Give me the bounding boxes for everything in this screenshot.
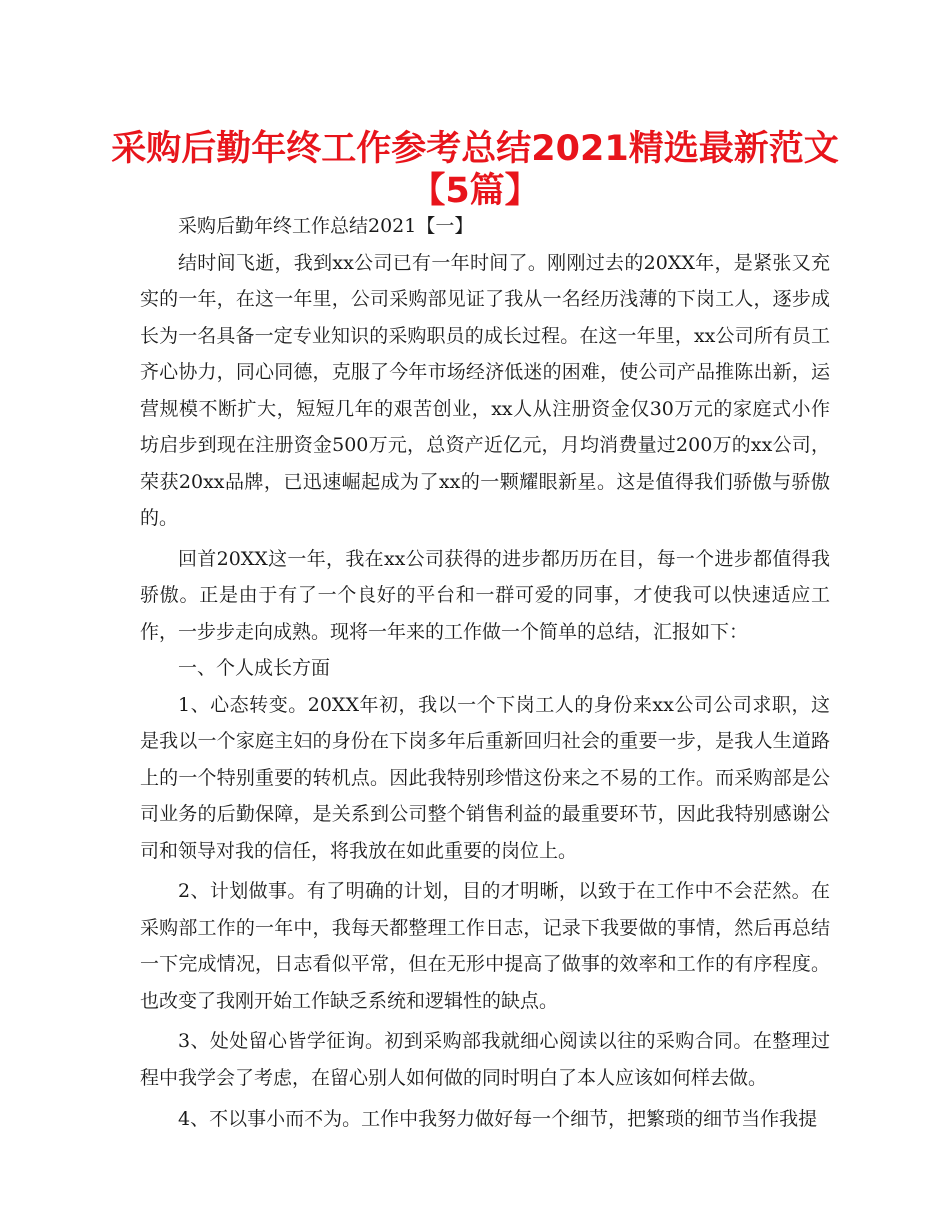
section-subtitle: 采购后勤年终工作总结2021【一】 xyxy=(178,215,474,237)
paragraph: 2、计划做事。有了明确的计划，目的才明晰，以致于在工作中不会茫然。在采购部工作的一年中，我每天都整理工作日志，记录下我要做的事情，然后再总结一下完成情况，日志看似平常，但在无形中提高了做事的效率和工作的有序程度。也改变了我刚开始工作缺乏系统和逻辑性的缺点。 xyxy=(140,880,830,1012)
paragraph: 回首20XX这一年，我在xx公司获得的进步都历历在目，每一个进步都值得我骄傲。正是由于有了一个良好的平台和一群可爱的同事，才使我可以快速适应工作，一步步走向成熟。现将一年来的工作做一个简单的总结，汇报如下： xyxy=(140,547,830,643)
document-body xyxy=(140,208,830,1138)
paragraph: 3、处处留心皆学征询。初到采购部我就细心阅读以往的采购合同。在整理过程中我学会了考虑，在留心别人如何做的同时明白了本人应该如何样去做。 xyxy=(140,1030,830,1089)
section-heading: 一、个人成长方面 xyxy=(178,657,331,679)
paragraph: 1、心态转变。20XX年初，我以一个下岗工人的身份来xx公司公司求职，这是我以一个家庭主妇的身份在下岗多年后重新回归社会的重要一步，是我人生道路上的一个特别重要的转机点。因此我特别珍惜这份来之不易的工作。而采购部是公司业务的后勤保障，是关系到公司整个销售利益的最重要环节，因此我特别感谢公司和领导对我的信任，将我放在如此重要的岗位上。 xyxy=(140,693,830,862)
paragraph: 结时间飞逝，我到xx公司已有一年时间了。刚刚过去的20XX年，是紧张又充实的一年，在这一年里，公司采购部见证了我从一名经历浅薄的下岗工人，逐步成长为一名具备一定专业知识的采购职员的成长过程。在这一年里，xx公司所有员工齐心协力，同心同德，克服了今年市场经济低迷的困难，使公司产品推陈出新，运营规模不断扩大，短短几年的艰苦创业，xx人从注册资金仅30万元的家庭式小作坊启步到现在注册资金500万元，总资产近亿元，月均消费量过200万的xx公司，荣获20xx品牌，已迅速崛起成为了xx的一颗耀眼新星。这是值得我们骄傲与骄傲的。 xyxy=(140,251,830,529)
paragraph: 4、不以事小而不为。工作中我努力做好每一个细节，把繁琐的细节当作我提 xyxy=(178,1108,818,1130)
document-title-line-1: 采购后勤年终工作参考总结2021精选最新范文 xyxy=(111,129,839,169)
document-title-line-2: 【5篇】 xyxy=(410,171,540,211)
